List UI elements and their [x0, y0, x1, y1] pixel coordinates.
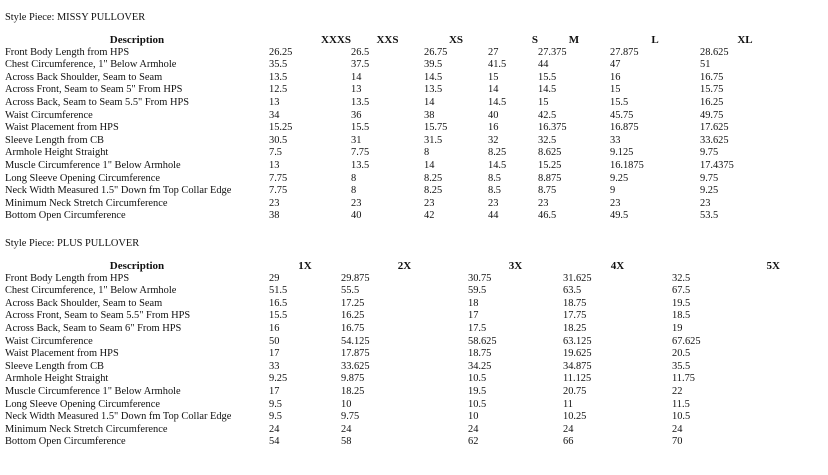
measurement-value: 8.875 — [538, 172, 562, 184]
measurement-value: 34 — [269, 109, 280, 121]
measurement-value: 18.25 — [563, 322, 587, 334]
measurement-value: 36 — [351, 109, 362, 121]
measurement-value: 20.75 — [563, 385, 587, 397]
measurement-value: 17.4375 — [700, 159, 734, 171]
measurement-value: 23 — [269, 197, 280, 209]
measurement-value: 32.5 — [672, 272, 691, 284]
measurement-value: 42 — [424, 210, 435, 222]
measurement-label: Across Back Shoulder, Seam to Seam — [5, 71, 163, 83]
measurement-label: Sleeve Length from CB — [5, 134, 104, 146]
measurement-value: 24 — [563, 423, 574, 435]
measurement-value: 53.5 — [700, 210, 719, 222]
measurement-value: 13 — [351, 84, 362, 96]
measurement-value: 7.75 — [351, 147, 370, 159]
measurement-value: 16.75 — [341, 322, 365, 334]
size-header-3x: 3X — [508, 260, 523, 272]
table-row — [5, 273, 780, 286]
measurement-value: 49.5 — [610, 210, 629, 222]
measurement-value: 8.5 — [488, 172, 501, 184]
description-header: Description — [109, 260, 165, 272]
measurement-label: Waist Circumference — [5, 109, 93, 121]
measurement-value: 40 — [488, 109, 499, 121]
measurement-value: 18.5 — [672, 310, 691, 322]
measurement-label: Across Front, Seam to Seam 5.5" From HPS — [5, 310, 191, 322]
measurement-value: 47 — [610, 59, 621, 71]
measurement-value: 31.625 — [563, 272, 592, 284]
table-row — [5, 424, 780, 437]
measurement-value: 9.5 — [269, 398, 282, 410]
measurement-value: 16.75 — [700, 71, 724, 83]
measurement-label: Long Sleeve Opening Circumference — [5, 172, 160, 184]
measurement-label: Armhole Height Straight — [5, 147, 109, 159]
table-row — [5, 97, 790, 110]
measurement-value: 63.125 — [563, 335, 592, 347]
measurement-value: 16.25 — [341, 310, 365, 322]
measurement-label: Bottom Open Circumference — [5, 210, 126, 222]
measurement-value: 17.625 — [700, 122, 729, 134]
measurement-value: 10.5 — [672, 411, 691, 423]
measurement-value: 41.5 — [488, 59, 507, 71]
table-row — [5, 399, 780, 412]
measurement-value: 23 — [700, 197, 711, 209]
measurement-value: 19.5 — [672, 297, 691, 309]
measurement-value: 40 — [351, 210, 362, 222]
measurement-label: Front Body Length from HPS — [5, 46, 130, 58]
measurement-value: 8.5 — [488, 185, 501, 197]
measurement-label: Long Sleeve Opening Circumference — [5, 398, 160, 410]
table-row — [5, 84, 790, 97]
measurement-value: 63.5 — [563, 285, 582, 297]
plus-size-table — [5, 260, 780, 449]
measurement-value: 15 — [610, 84, 621, 96]
measurement-value: 27.375 — [538, 46, 567, 58]
measurement-value: 16 — [488, 122, 499, 134]
size-header-4x: 4X — [610, 260, 625, 272]
description-header: Description — [109, 34, 165, 46]
table-row — [5, 110, 790, 123]
table-row — [5, 185, 790, 198]
table-row — [5, 59, 790, 72]
measurement-value: 24 — [468, 423, 479, 435]
measurement-value: 33.625 — [341, 360, 370, 372]
measurement-value: 30.5 — [269, 134, 288, 146]
measurement-value: 15.25 — [269, 122, 293, 134]
measurement-value: 9.25 — [269, 373, 288, 385]
table-row — [5, 173, 790, 186]
measurement-value: 16.375 — [538, 122, 567, 134]
measurement-label: Muscle Circumference 1" Below Armhole — [5, 385, 181, 397]
measurement-value: 23 — [610, 197, 621, 209]
measurement-value: 23 — [351, 197, 362, 209]
measurement-value: 18.75 — [563, 297, 587, 309]
measurement-label: Waist Circumference — [5, 335, 93, 347]
measurement-value: 15.5 — [269, 310, 288, 322]
measurement-label: Muscle Circumference 1" Below Armhole — [5, 159, 181, 171]
measurement-value: 8.75 — [538, 185, 557, 197]
measurement-value: 29.875 — [341, 272, 370, 284]
measurement-value: 62 — [468, 436, 479, 448]
measurement-value: 24 — [672, 423, 683, 435]
measurement-value: 9.25 — [610, 172, 629, 184]
measurement-value: 67.625 — [672, 335, 701, 347]
measurement-value: 49.75 — [700, 109, 724, 121]
measurement-value: 59.5 — [468, 285, 487, 297]
measurement-value: 35.5 — [269, 59, 288, 71]
measurement-value: 10.5 — [468, 373, 487, 385]
measurement-value: 34.875 — [563, 360, 592, 372]
measurement-value: 9.75 — [700, 172, 719, 184]
measurement-value: 8 — [424, 147, 430, 159]
table-row — [5, 436, 780, 449]
size-header-xxxs: XXXS — [321, 34, 351, 46]
table-row — [5, 147, 790, 160]
measurement-label: Across Front, Seam to Seam 5" From HPS — [5, 84, 183, 96]
measurement-label: Front Body Length from HPS — [5, 272, 130, 284]
measurement-value: 37.5 — [351, 59, 370, 71]
measurement-value: 66 — [563, 436, 574, 448]
measurement-value: 39.5 — [424, 59, 443, 71]
measurement-value: 7.5 — [269, 147, 282, 159]
measurement-value: 17.5 — [468, 322, 487, 334]
measurement-value: 9 — [610, 185, 616, 197]
size-header-5x: 5X — [766, 260, 780, 272]
measurement-value: 15.5 — [538, 71, 557, 83]
measurement-value: 31 — [351, 134, 362, 146]
measurement-label: Across Back, Seam to Seam 6" From HPS — [5, 322, 182, 334]
measurement-value: 14 — [488, 84, 499, 96]
measurement-value: 58.625 — [468, 335, 497, 347]
table-row — [5, 47, 790, 60]
measurement-value: 16 — [269, 322, 280, 334]
measurement-value: 23 — [538, 197, 549, 209]
measurement-value: 10 — [468, 411, 479, 423]
table-row — [5, 310, 780, 323]
size-header-l: L — [651, 34, 659, 46]
measurement-value: 19 — [672, 322, 683, 334]
measurement-value: 51.5 — [269, 285, 288, 297]
measurement-label: Neck Width Measured 1.5" Down fm Top Collar Edge — [5, 185, 232, 197]
table-row — [5, 285, 780, 298]
measurement-value: 27 — [488, 46, 499, 58]
measurement-value: 17 — [269, 348, 280, 360]
measurement-value: 46.5 — [538, 210, 557, 222]
measurement-value: 44 — [488, 210, 499, 222]
measurement-label: Waist Placement from HPS — [5, 122, 119, 134]
plus-style-title: Style Piece: PLUS PULLOVER — [5, 238, 140, 249]
measurement-value: 18 — [468, 297, 479, 309]
table-row — [5, 210, 790, 223]
measurement-value: 42.5 — [538, 109, 557, 121]
measurement-value: 54.125 — [341, 335, 370, 347]
measurement-value: 15.75 — [700, 84, 724, 96]
measurement-value: 11.125 — [563, 373, 592, 385]
missy-size-table — [5, 34, 790, 223]
measurement-value: 33 — [610, 134, 621, 146]
measurement-value: 50 — [269, 335, 280, 347]
measurement-value: 54 — [269, 436, 280, 448]
measurement-value: 15.75 — [424, 122, 448, 134]
table-row — [5, 72, 790, 85]
measurement-value: 70 — [672, 436, 683, 448]
size-header-1x: 1X — [298, 260, 312, 272]
measurement-value: 32 — [488, 134, 499, 146]
measurement-value: 8.25 — [488, 147, 507, 159]
table-row — [5, 411, 780, 424]
measurement-label: Minimum Neck Stretch Circumference — [5, 423, 168, 435]
measurement-value: 9.125 — [610, 147, 634, 159]
measurement-value: 17.875 — [341, 348, 370, 360]
measurement-value: 17 — [468, 310, 479, 322]
measurement-value: 10.25 — [563, 411, 587, 423]
measurement-label: Waist Placement from HPS — [5, 348, 119, 360]
measurement-value: 45.75 — [610, 109, 634, 121]
measurement-value: 8.25 — [424, 172, 443, 184]
measurement-value: 38 — [269, 210, 280, 222]
measurement-value: 26.75 — [424, 46, 448, 58]
measurement-value: 12.5 — [269, 84, 288, 96]
table-row — [5, 323, 780, 336]
measurement-value: 26.25 — [269, 46, 293, 58]
measurement-label: Across Back, Seam to Seam 5.5" From HPS — [5, 96, 190, 108]
measurement-value: 17.25 — [341, 297, 365, 309]
measurement-value: 16.875 — [610, 122, 639, 134]
table-header-row — [5, 260, 780, 273]
measurement-value: 15.5 — [610, 96, 629, 108]
size-header-m: M — [568, 34, 580, 46]
measurement-value: 30.75 — [468, 272, 492, 284]
size-header-xxs: XXS — [376, 34, 399, 46]
table-row — [5, 336, 780, 349]
table-row — [5, 160, 790, 173]
measurement-value: 8 — [351, 172, 357, 184]
measurement-value: 17.75 — [563, 310, 587, 322]
measurement-value: 16.25 — [700, 96, 724, 108]
measurement-value: 13.5 — [351, 96, 370, 108]
measurement-value: 58 — [341, 436, 352, 448]
measurement-value: 55.5 — [341, 285, 360, 297]
measurement-value: 15.25 — [538, 159, 562, 171]
table-row — [5, 386, 780, 399]
measurement-value: 9.5 — [269, 411, 282, 423]
measurement-value: 19.625 — [563, 348, 592, 360]
measurement-value: 67.5 — [672, 285, 691, 297]
measurement-value: 38 — [424, 109, 435, 121]
measurement-value: 13.5 — [269, 71, 288, 83]
measurement-value: 16.1875 — [610, 159, 644, 171]
table-row — [5, 373, 780, 386]
measurement-value: 9.875 — [341, 373, 365, 385]
measurement-label: Neck Width Measured 1.5" Down fm Top Collar Edge — [5, 411, 232, 423]
measurement-label: Bottom Open Circumference — [5, 436, 126, 448]
measurement-value: 15 — [538, 96, 549, 108]
measurement-value: 11 — [563, 398, 574, 410]
measurement-value: 14.5 — [488, 159, 507, 171]
size-header-s: S — [531, 34, 538, 46]
measurement-value: 13 — [269, 159, 280, 171]
measurement-value: 13.5 — [424, 84, 443, 96]
measurement-label: Chest Circumference, 1" Below Armhole — [5, 59, 177, 71]
measurement-value: 18.75 — [468, 348, 492, 360]
measurement-value: 15.5 — [351, 122, 370, 134]
measurement-value: 8.25 — [424, 185, 443, 197]
table-row — [5, 298, 780, 311]
measurement-value: 7.75 — [269, 185, 288, 197]
measurement-value: 22 — [672, 385, 683, 397]
size-header-xl: XL — [737, 34, 753, 46]
measurement-value: 16.5 — [269, 297, 288, 309]
measurement-value: 14 — [424, 159, 435, 171]
measurement-value: 9.25 — [700, 185, 719, 197]
table-header-row — [5, 34, 790, 47]
measurement-value: 11.5 — [672, 398, 690, 410]
measurement-value: 7.75 — [269, 172, 288, 184]
size-header-2x: 2X — [397, 260, 412, 272]
measurement-value: 14 — [351, 71, 362, 83]
measurement-value: 10.5 — [468, 398, 487, 410]
measurement-value: 51 — [700, 59, 711, 71]
measurement-value: 20.5 — [672, 348, 691, 360]
measurement-value: 14.5 — [488, 96, 507, 108]
measurement-value: 29 — [269, 272, 280, 284]
measurement-value: 33 — [269, 360, 280, 372]
measurement-value: 33.625 — [700, 134, 729, 146]
measurement-value: 10 — [341, 398, 352, 410]
measurement-value: 8.625 — [538, 147, 562, 159]
measurement-value: 24 — [341, 423, 352, 435]
measurement-value: 44 — [538, 59, 549, 71]
measurement-value: 32.5 — [538, 134, 557, 146]
measurement-value: 26.5 — [351, 46, 370, 58]
table-row — [5, 361, 780, 374]
measurement-value: 23 — [424, 197, 435, 209]
measurement-value: 23 — [488, 197, 499, 209]
measurement-value: 9.75 — [341, 411, 360, 423]
measurement-value: 15 — [488, 71, 499, 83]
table-row — [5, 348, 780, 361]
measurement-label: Minimum Neck Stretch Circumference — [5, 197, 168, 209]
measurement-value: 9.75 — [700, 147, 719, 159]
size-header-xs: XS — [448, 34, 464, 46]
table-row — [5, 122, 790, 135]
measurement-value: 14.5 — [538, 84, 557, 96]
measurement-label: Sleeve Length from CB — [5, 360, 104, 372]
measurement-value: 24 — [269, 423, 280, 435]
measurement-value: 17 — [269, 385, 280, 397]
measurement-value: 34.25 — [468, 360, 492, 372]
measurement-value: 11.75 — [672, 373, 695, 385]
measurement-value: 19.5 — [468, 385, 487, 397]
table-row — [5, 198, 790, 211]
measurement-value: 8 — [351, 185, 357, 197]
table-row — [5, 135, 790, 148]
measurement-value: 13 — [269, 96, 280, 108]
measurement-label: Armhole Height Straight — [5, 373, 109, 385]
measurement-label: Across Back Shoulder, Seam to Seam — [5, 297, 163, 309]
measurement-value: 27.875 — [610, 46, 639, 58]
missy-style-title: Style Piece: MISSY PULLOVER — [5, 12, 146, 23]
measurement-value: 31.5 — [424, 134, 443, 146]
measurement-value: 13.5 — [351, 159, 370, 171]
measurement-value: 14.5 — [424, 71, 443, 83]
measurement-label: Chest Circumference, 1" Below Armhole — [5, 285, 177, 297]
measurement-value: 28.625 — [700, 46, 729, 58]
measurement-value: 18.25 — [341, 385, 365, 397]
measurement-value: 35.5 — [672, 360, 691, 372]
measurement-value: 14 — [424, 96, 435, 108]
measurement-value: 16 — [610, 71, 621, 83]
